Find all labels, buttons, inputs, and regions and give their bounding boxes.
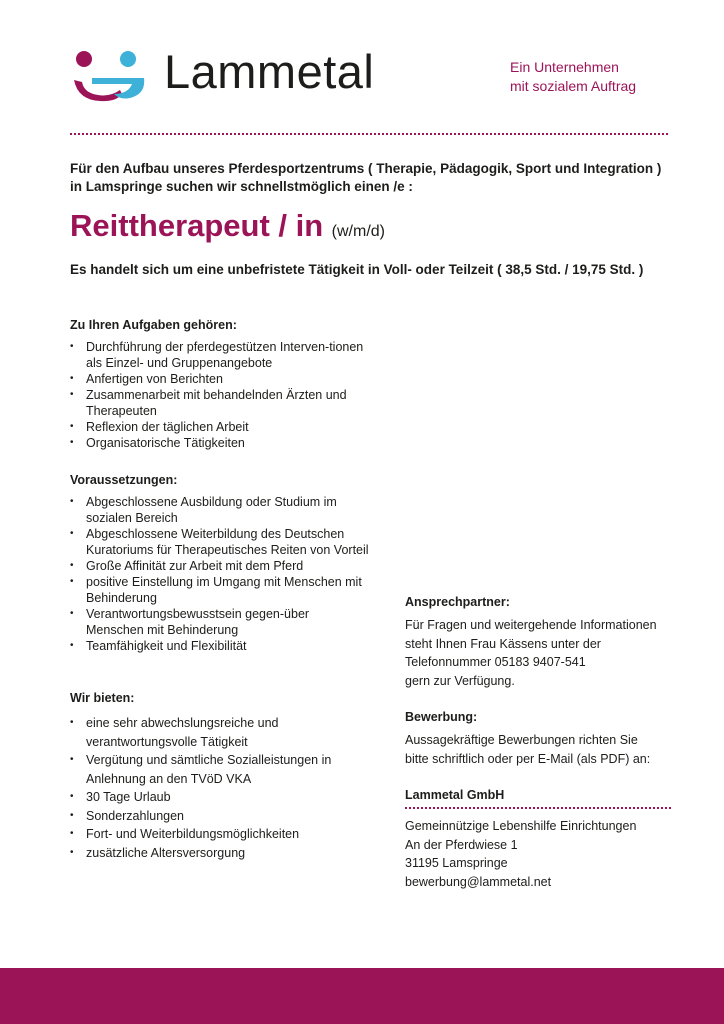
- footer-bar: [0, 968, 724, 1024]
- lammetal-logo-icon: [70, 50, 150, 104]
- offer-heading: Wir bieten:: [70, 691, 135, 705]
- list-item: • zusätzliche Altersversorgung: [70, 844, 370, 863]
- requirements-heading: Voraussetzungen:: [70, 473, 178, 487]
- company-address: Gemeinnützige Lebenshilfe Einrichtungen An der Pferdwiese 1 31195 Lamspringe bewerbung@lammetal.net: [405, 819, 637, 889]
- intro-line-2: in Lamspringe suchen wir schnellstmöglich einen /e :: [70, 179, 413, 194]
- list-item: • Teamfähigkeit und Flexibilität: [70, 638, 370, 654]
- tasks-section: [70, 317, 370, 451]
- contact-section: [405, 594, 695, 690]
- tagline-line-1: Ein Unternehmen: [510, 59, 619, 75]
- tasks-heading: Zu Ihren Aufgaben gehören:: [70, 318, 237, 332]
- tagline: [510, 58, 636, 96]
- offer-list: [70, 714, 370, 862]
- list-item: • 30 Tage Urlaub: [70, 788, 370, 807]
- list-item: • eine sehr abwechslungsreiche und verantwortungsvolle Tätigkeit: [70, 714, 370, 751]
- list-item: • positive Einstellung im Umgang mit Menschen mit Behinderung: [70, 574, 370, 606]
- intro-text: [70, 160, 690, 196]
- list-item: • Reflexion der täglichen Arbeit: [70, 419, 370, 435]
- company-section: [405, 787, 695, 891]
- tagline-line-2: mit sozialem Auftrag: [510, 78, 637, 94]
- contact-text: Für Fragen und weitergehende Informationen steht Ihnen Frau Kässens unter der Telefonnummer 05183 9407-541 gern zur Verfügung.: [405, 618, 657, 688]
- application-section: [405, 709, 695, 768]
- application-text: Aussagekräftige Bewerbungen richten Sie bitte schriftlich oder per E-Mail (als PDF) an:: [405, 733, 651, 766]
- company-name: Lammetal GmbH: [405, 787, 671, 809]
- list-item: • Verantwortungsbewusstsein gegen-über Menschen mit Behinderung: [70, 606, 370, 638]
- header-divider: [70, 133, 668, 135]
- job-title-suffix: (w/m/d): [331, 223, 385, 240]
- list-item: • Abgeschlossene Weiterbildung des Deutschen Kuratoriums für Therapeutisches Reiten von Vorteil: [70, 526, 370, 558]
- application-heading: Bewerbung:: [405, 710, 478, 724]
- list-item: • Sonderzahlungen: [70, 807, 370, 826]
- list-item: • Durchführung der pferdegestützen Interven-tionen als Einzel- und Gruppenangebote: [70, 339, 370, 371]
- tasks-list: [70, 339, 370, 451]
- brand-name: Lammetal: [164, 45, 375, 98]
- job-subtitle: Es handelt sich um eine unbefristete Tätigkeit in Voll- oder Teilzeit ( 38,5 Std. / 19,75 Std. ): [70, 262, 644, 277]
- requirements-section: [70, 472, 370, 654]
- list-item: • Zusammenarbeit mit behandelnden Ärzten und Therapeuten: [70, 387, 370, 419]
- job-title: Reittherapeut / in: [70, 208, 324, 243]
- list-item: • Abgeschlossene Ausbildung oder Studium im sozialen Bereich: [70, 494, 370, 526]
- contact-heading: Ansprechpartner:: [405, 595, 510, 609]
- list-item: • Fort- und Weiterbildungsmöglichkeiten: [70, 825, 370, 844]
- job-title-row: [70, 208, 385, 244]
- list-item: • Organisatorische Tätigkeiten: [70, 435, 370, 451]
- offer-section: [70, 690, 370, 862]
- list-item: • Vergütung und sämtliche Sozialleistungen in Anlehnung an den TVöD VKA: [70, 751, 370, 788]
- intro-line-1: Für den Aufbau unseres Pferdesportzentrums ( Therapie, Pädagogik, Sport und Integration ): [70, 161, 662, 176]
- list-item: • Anfertigen von Berichten: [70, 371, 370, 387]
- requirements-list: [70, 494, 370, 654]
- list-item: • Große Affinität zur Arbeit mit dem Pferd: [70, 558, 370, 574]
